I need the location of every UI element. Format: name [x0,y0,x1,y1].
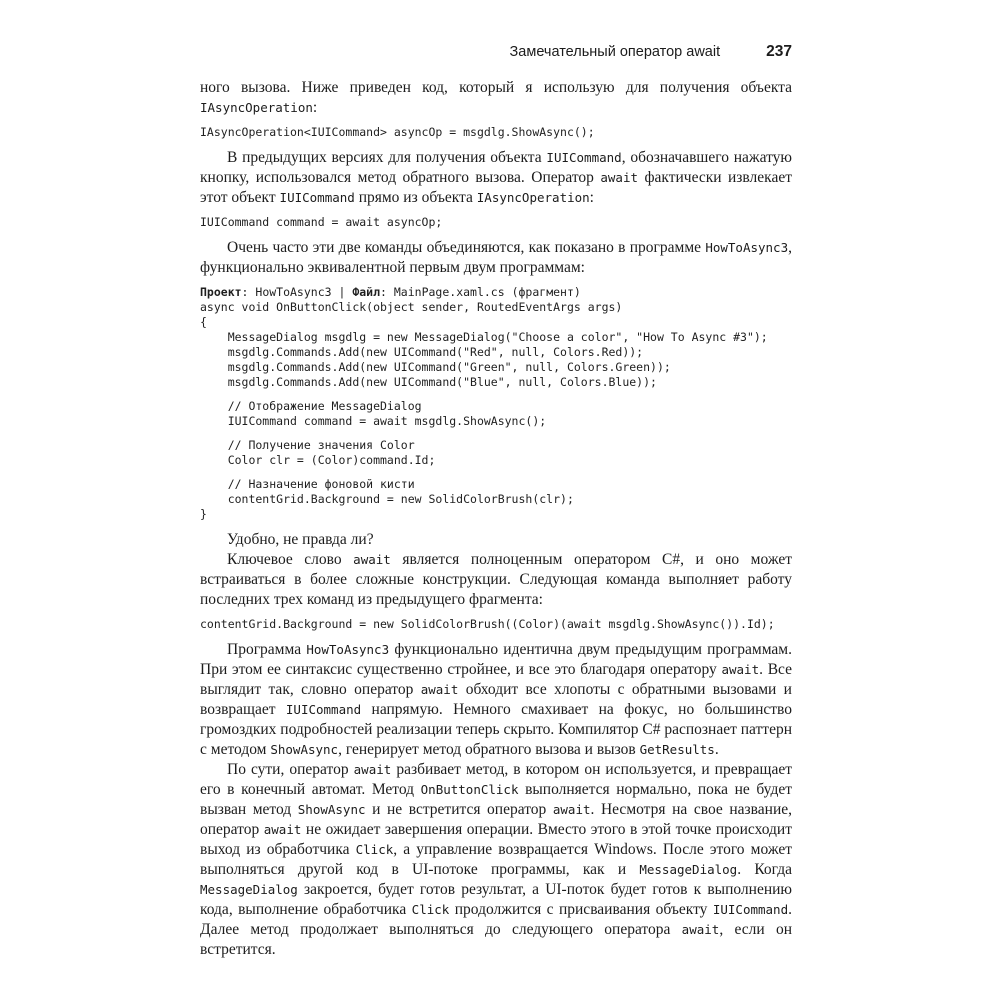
inline-code: IUICommand [279,190,355,205]
text-run: закроется, будет готов результат, а UI-поток будет готов к выполнению кода, выполнение обработчика [200,881,792,918]
text-run: выполняется нормально, пока не будет вызван метод [200,781,792,818]
paragraph [200,148,792,208]
code-block [200,285,792,522]
code-line [200,492,792,507]
code-line [200,399,792,414]
book-page [200,43,792,960]
inline-code: await [420,682,459,697]
text-run: Удобно, не правда ли? [227,531,374,548]
inline-code: GetResults [639,742,715,757]
code-label-bold: Файл [352,285,381,299]
text-run: , функционально эквивалентной первым двум программам: [200,239,792,276]
code-text: // Отображение MessageDialog [200,399,422,413]
code-text: async void OnButtonClick(object sender, RoutedEventArgs args) [200,300,623,314]
inline-code: IUICommand [712,902,789,917]
inline-code: OnButtonClick [420,782,519,797]
text-run: напрямую. Немного смахивает на фокус, но большинство громоздких подробностей реализации теперь скрыто. Компилятор C# распознает паттерн с методом [200,701,792,758]
inline-code: ShowAsync [270,742,339,757]
code-text: msgdlg.Commands.Add(new UICommand("Blue", null, Colors.Blue)); [200,375,657,389]
text-run: , обозначавшего нажатую кнопку, использовался метод обратного вызова. Оператор [200,149,792,186]
code-line [200,414,792,429]
chapter-title: Замечательный оператор await [509,44,721,60]
code-text: msgdlg.Commands.Add(new UICommand("Red", null, Colors.Red)); [200,345,644,359]
text-run: . [714,741,719,758]
inline-code: MessageDialog [639,862,738,877]
code-line [200,507,792,522]
text-run: разбивает метод, в котором он используется, и превращает его в конечный автомат. Метод [200,761,792,798]
code-line [200,285,792,300]
paragraph [200,238,792,278]
code-line [200,300,792,315]
paragraph [200,530,792,550]
text-run: . Когда [737,861,792,878]
text-run: не ожидает завершения операции. Вместо этого в этой точке происходит выход из обработчика [200,821,792,858]
text-run: , а управление возвращается Windows. После этого может выполняться другой код в UI-потоке программы, как и [200,841,792,878]
text-run: обходит все хлопоты с обратными вызовами и возвращает [200,681,792,718]
running-head [200,43,792,61]
code-line [200,453,792,468]
code-line [200,438,792,453]
inline-code: ShowAsync [297,802,366,817]
text-run: : [589,189,594,206]
inline-code: IAsyncOperation [200,100,313,115]
inline-code: await [721,662,760,677]
paragraph [200,78,792,118]
text-run: фактически извлекает этот объект [200,169,792,206]
text-run: : [312,99,318,116]
text-run: продолжится с присваивания объекту [449,901,713,918]
code-text: MessageDialog msgdlg = new MessageDialog("Choose a color", "How To Async #3"); [200,330,768,344]
text-run: , если он встретится. [200,921,792,958]
text-run: В предыдущих версиях для получения объекта [227,149,547,166]
code-block [200,125,792,140]
text-run: Ключевое слово [227,551,354,568]
text-run: ного вызова. Ниже приведен код, который я использую для получения объекта [200,79,792,96]
code-text: : HowToAsync3 | [241,285,353,299]
text-run: . Далее метод продолжает выполняться до следующего оператора [200,901,792,938]
inline-code: await [600,170,639,185]
code-block [200,215,792,230]
text-run: . Несмотря на свое название, оператор [200,801,792,838]
inline-code: MessageDialog [200,882,298,897]
inline-code: Click [355,842,394,857]
code-line [200,375,792,390]
inline-code: Click [411,902,450,917]
code-line [200,468,792,477]
code-text: contentGrid.Background = new SolidColorBrush(clr); [200,492,574,506]
text-run: и не встретится оператор [365,801,553,818]
code-text: IUICommand command = await asyncOp; [200,215,443,229]
inline-code: await [681,922,720,937]
code-text: { [200,315,207,329]
code-text: Color clr = (Color)command.Id; [200,453,436,467]
code-line [200,360,792,375]
code-line [200,477,792,492]
code-text: msgdlg.Commands.Add(new UICommand("Green", null, Colors.Green)); [200,360,671,374]
code-text: contentGrid.Background = new SolidColorBrush((Color)(await msgdlg.ShowAsync()).Id); [200,617,775,631]
code-block [200,617,792,632]
text-run: Программа [227,641,307,658]
inline-code: await [263,822,302,837]
code-text: // Назначение фоновой кисти [200,477,415,491]
text-run: , генерирует метод обратного вызова и вызов [338,741,640,758]
code-line [200,345,792,360]
code-line [200,330,792,345]
inline-code: IAsyncOperation [476,190,590,205]
inline-code: HowToAsync3 [306,642,390,657]
text-run: По сути, оператор [227,761,354,778]
code-text: IUICommand command = await msgdlg.ShowAsync(); [200,414,547,428]
code-text: // Получение значения Color [200,438,415,452]
code-text: } [200,507,207,521]
code-text: : MainPage.xaml.cs (фрагмент) [380,285,581,299]
inline-code: IUICommand [546,150,622,165]
code-text: IAsyncOperation<IUICommand> asyncOp = msgdlg.ShowAsync(); [200,125,595,139]
code-line [200,617,792,632]
code-line [200,125,792,140]
paragraph [200,760,792,960]
code-line [200,215,792,230]
text-run: Очень часто эти две команды объединяются, как показано в программе [227,239,706,256]
text-run: . Все выглядит так, словно оператор [200,661,792,698]
page-number: 237 [766,43,792,60]
inline-code: HowToAsync3 [705,240,789,255]
inline-code: IUICommand [285,702,362,717]
text-run: прямо из объекта [354,189,477,206]
code-line [200,429,792,438]
paragraph [200,640,792,760]
paragraph [200,550,792,610]
inline-code: await [353,762,392,777]
code-line [200,390,792,399]
code-label-bold: Проект [200,285,242,299]
page-body [200,78,792,960]
text-run: является полноценным оператором C#, и оно может встраиваться в более сложные конструкции. Следующая команда выполняет работу последних трех команд из предыдущего фрагмента: [200,551,792,608]
code-line [200,315,792,330]
inline-code: await [353,552,391,567]
text-run: функционально идентична двум предыдущим программам. При этом ее синтаксис существенно стройнее, и все это благодаря оператору [200,641,792,678]
inline-code: await [552,802,591,817]
